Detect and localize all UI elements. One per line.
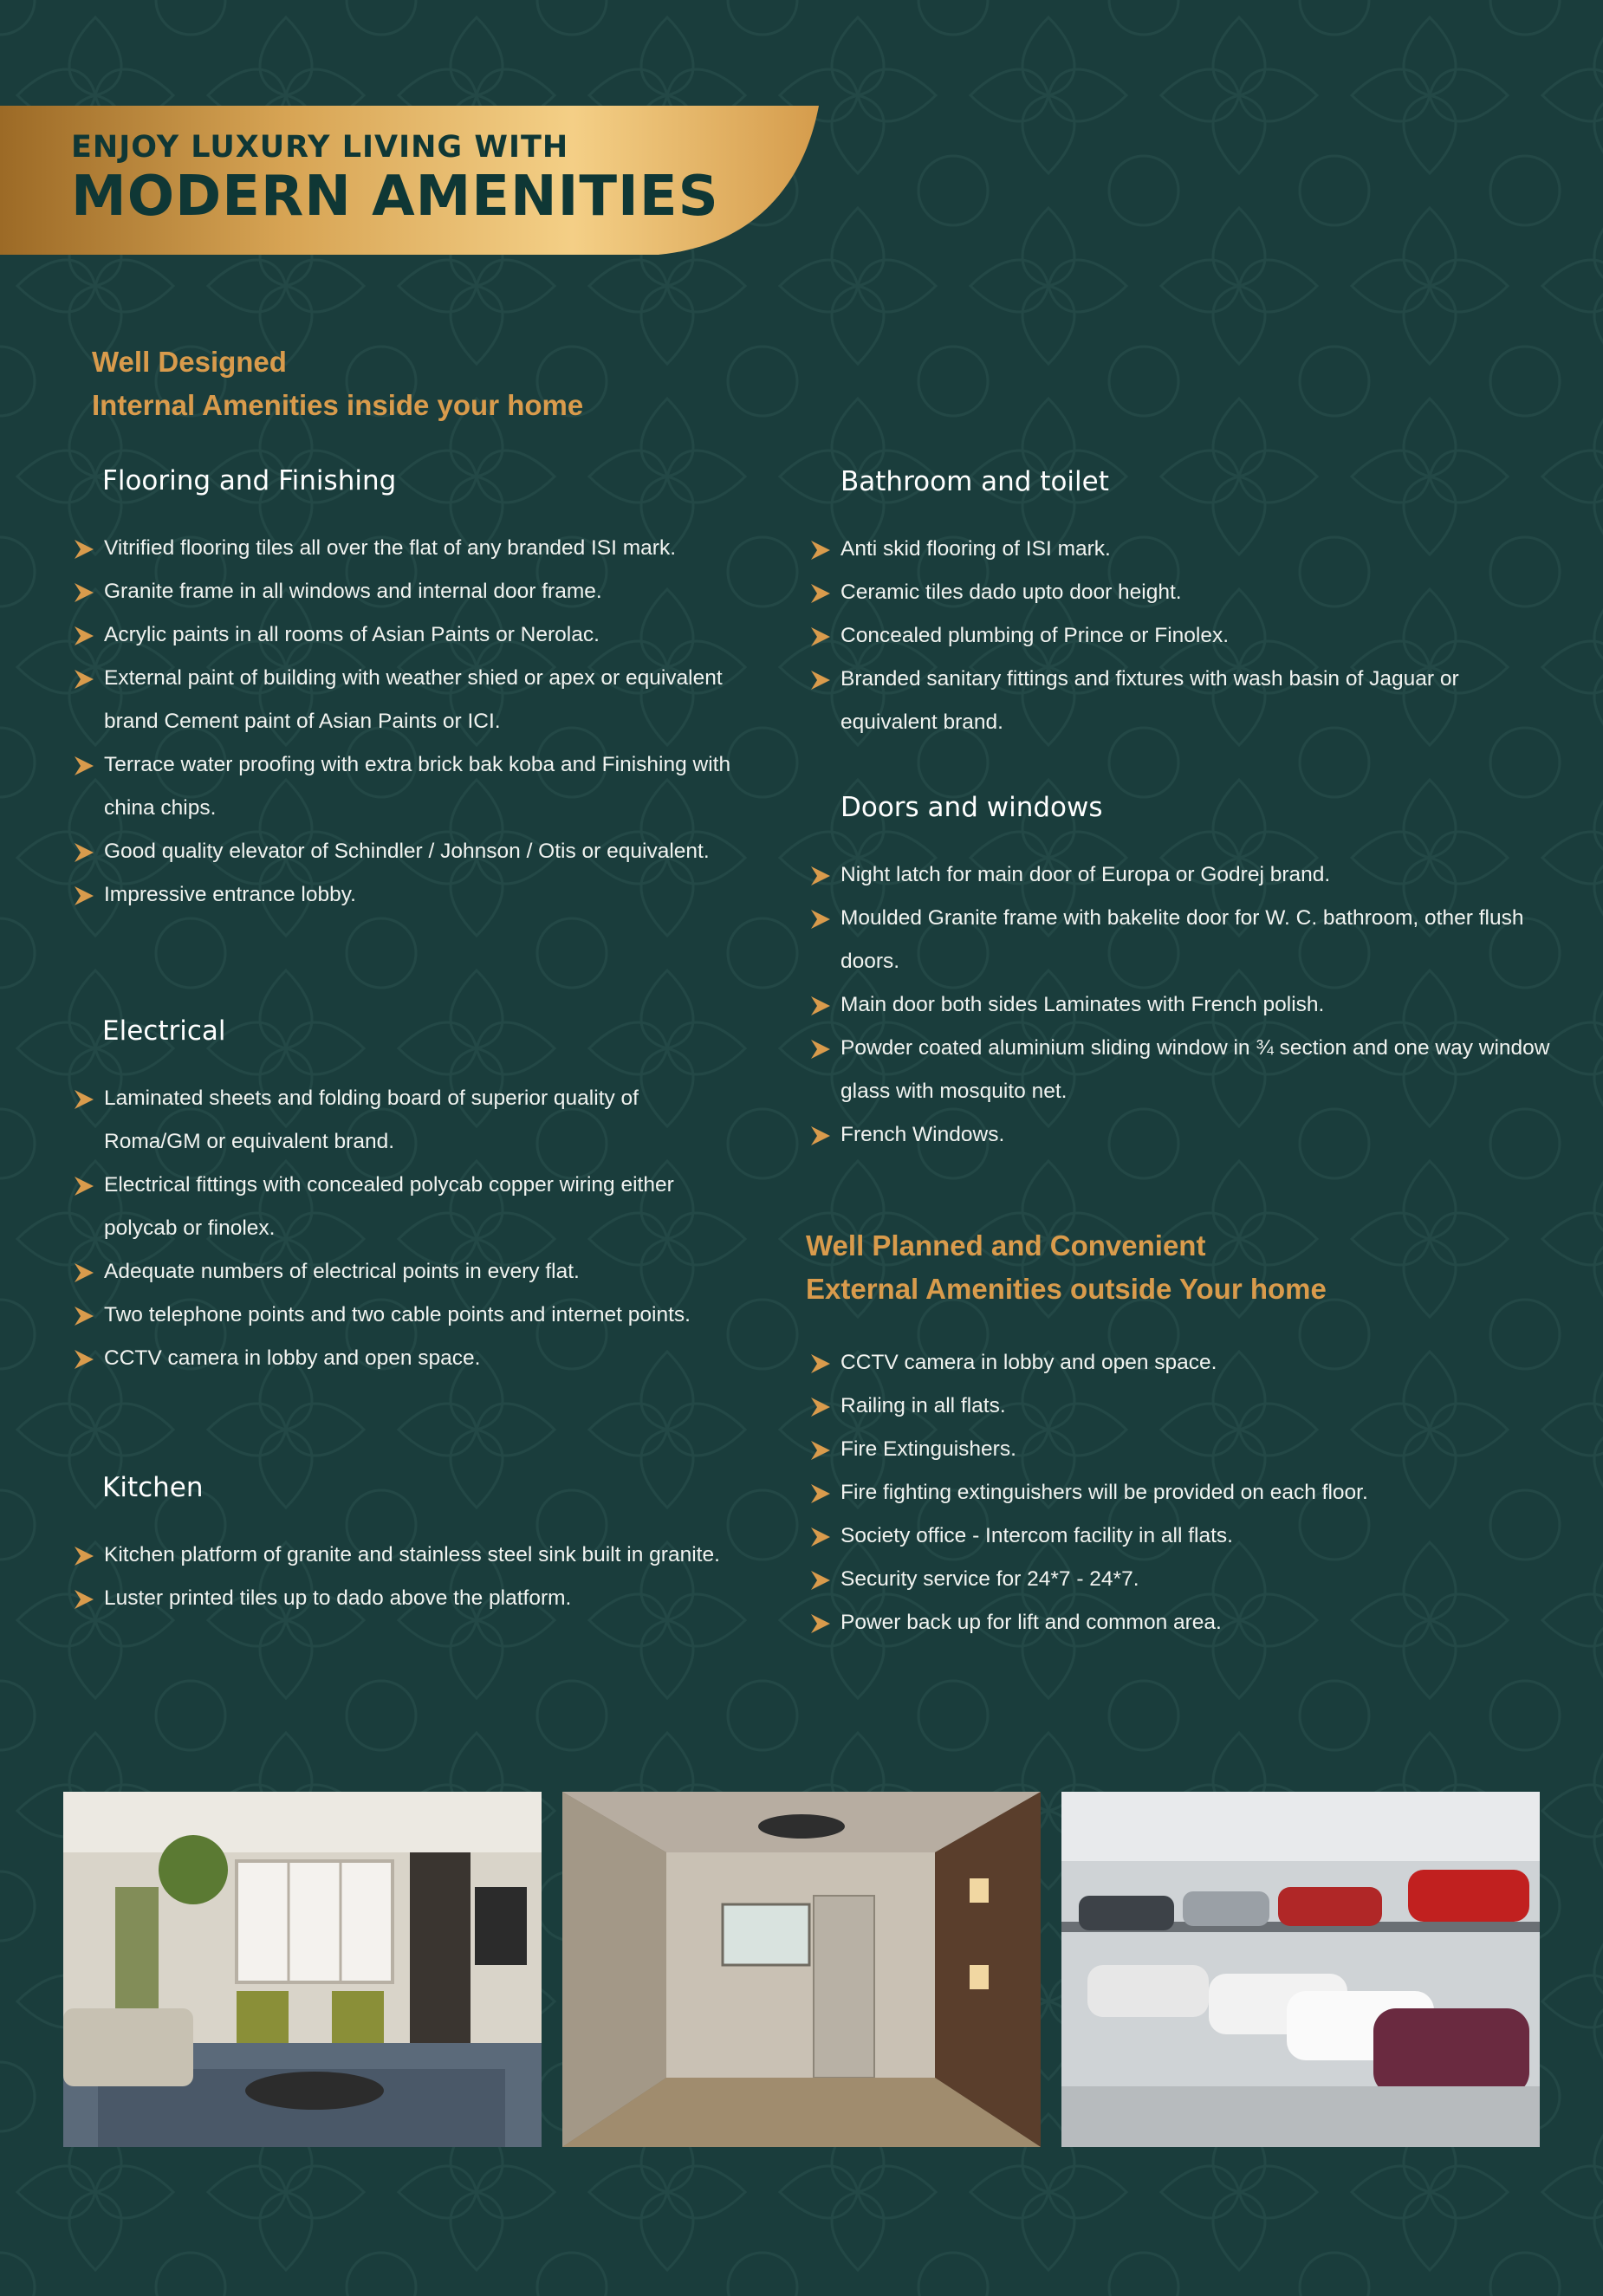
gold-arrow-bullet-icon [73, 1545, 95, 1567]
list-item [809, 1341, 1554, 1385]
list-item-text: Luster printed tiles up to dado above the platform. [104, 1586, 572, 1610]
bathroom-section-title: Bathroom and toilet [840, 466, 1109, 497]
gold-arrow-bullet-icon [809, 1352, 832, 1375]
list-item [73, 743, 731, 830]
flooring-list [73, 527, 731, 917]
list-item [73, 1577, 766, 1620]
list-item-text: Vitrified flooring tiles all over the flat of any branded ISI mark. [104, 536, 677, 560]
gold-arrow-bullet-icon [809, 908, 832, 931]
list-item-text: Power back up for lift and common area. [840, 1611, 1222, 1634]
gold-arrow-bullet-icon [73, 538, 95, 561]
list-item-text: Branded sanitary fittings and fixtures with wash basin of Jaguar or equivalent brand. [840, 667, 1459, 734]
gold-arrow-bullet-icon [809, 1439, 832, 1462]
electrical-list [73, 1077, 697, 1380]
list-item [809, 571, 1485, 614]
electrical-section-title: Electrical [102, 1015, 226, 1047]
doors-list [809, 853, 1554, 1157]
list-item [73, 1294, 697, 1337]
list-item-text: Fire fighting extinguishers will be provided on each floor. [840, 1481, 1368, 1504]
doors-section-title: Doors and windows [840, 792, 1103, 823]
internal-heading-line1: Well Designed [92, 346, 287, 378]
list-item-text: Ceramic tiles dado upto door height. [840, 580, 1182, 604]
list-item-text: Security service for 24*7 - 24*7. [840, 1567, 1139, 1591]
internal-amenities-heading [92, 341, 583, 427]
list-item [809, 1471, 1554, 1514]
list-item [73, 613, 731, 657]
banner-title: MODERN AMENITIES [71, 165, 719, 229]
gold-arrow-bullet-icon [809, 1125, 832, 1147]
list-item-text: Society office - Intercom facility in all flats. [840, 1524, 1233, 1547]
list-item-text: CCTV camera in lobby and open space. [840, 1351, 1217, 1374]
list-item [73, 1534, 766, 1577]
list-item-text: Anti skid flooring of ISI mark. [840, 537, 1111, 561]
list-item-text: Electrical fittings with concealed polycab copper wiring either polycab or finolex. [104, 1173, 674, 1240]
gold-arrow-bullet-icon [809, 582, 832, 605]
living-room-photo [63, 1792, 542, 2147]
list-item-text: Concealed plumbing of Prince or Finolex. [840, 624, 1230, 647]
list-item-text: Acrylic paints in all rooms of Asian Paints or Nerolac. [104, 623, 600, 646]
external-list [809, 1341, 1554, 1644]
list-item-text: Night latch for main door of Europa or Godrej brand. [840, 863, 1331, 886]
gold-arrow-bullet-icon [809, 1396, 832, 1418]
list-item-text: Railing in all flats. [840, 1394, 1006, 1417]
gold-arrow-bullet-icon [809, 1526, 832, 1548]
gold-arrow-bullet-icon [73, 885, 95, 907]
kitchen-section-title: Kitchen [102, 1472, 204, 1503]
list-item [809, 1601, 1554, 1644]
list-item-text: Powder coated aluminium sliding window in ¾ section and one way window glass with mosquito net. [840, 1036, 1550, 1103]
list-item [73, 657, 731, 743]
list-item [809, 614, 1485, 658]
list-item-text: Adequate numbers of electrical points in every flat. [104, 1260, 580, 1283]
gold-arrow-bullet-icon [73, 841, 95, 864]
list-item-text: Good quality elevator of Schindler / Johnson / Otis or equivalent. [104, 840, 710, 863]
list-item [73, 570, 731, 613]
gold-arrow-bullet-icon [809, 1612, 832, 1635]
list-item [809, 983, 1554, 1027]
external-heading-line1: Well Planned and Convenient [806, 1229, 1206, 1262]
list-item [809, 853, 1554, 897]
list-item-text: Moulded Granite frame with bakelite door for W. C. bathroom, other flush doors. [840, 906, 1524, 973]
list-item-text: Terrace water proofing with extra brick bak koba and Finishing with china chips. [104, 753, 731, 820]
list-item [809, 1558, 1554, 1601]
gold-arrow-bullet-icon [809, 1482, 832, 1505]
flooring-section-title: Flooring and Finishing [102, 465, 397, 496]
list-item [73, 1337, 697, 1380]
list-item [809, 528, 1485, 571]
gold-arrow-bullet-icon [73, 668, 95, 691]
gold-arrow-bullet-icon [809, 1569, 832, 1592]
kitchen-list [73, 1534, 766, 1620]
list-item-text: Laminated sheets and folding board of superior quality of Roma/GM or equivalent brand. [104, 1086, 639, 1153]
list-item-text: Kitchen platform of granite and stainless steel sink built in granite. [104, 1543, 720, 1566]
banner-subtitle: ENJOY LUXURY LIVING WITH [71, 130, 569, 165]
gold-arrow-bullet-icon [73, 755, 95, 777]
gold-arrow-bullet-icon [809, 995, 832, 1017]
list-item [73, 527, 731, 570]
gold-arrow-bullet-icon [73, 1175, 95, 1197]
gold-arrow-bullet-icon [809, 626, 832, 648]
gold-arrow-bullet-icon [809, 539, 832, 561]
list-item [73, 830, 731, 873]
list-item-text: CCTV camera in lobby and open space. [104, 1346, 481, 1370]
list-item-text: Fire Extinguishers. [840, 1437, 1016, 1461]
list-item-text: External paint of building with weather shied or apex or equivalent brand Cement paint of Asian Paints or ICI. [104, 666, 723, 733]
list-item-text: Main door both sides Laminates with French polish. [840, 993, 1325, 1016]
external-heading-line2: External Amenities outside Your home [806, 1273, 1327, 1305]
list-item [73, 1250, 697, 1294]
gold-arrow-bullet-icon [73, 1262, 95, 1284]
gold-arrow-bullet-icon [73, 1348, 95, 1371]
gold-arrow-bullet-icon [73, 1588, 95, 1611]
list-item [809, 1385, 1554, 1428]
gold-arrow-bullet-icon [73, 625, 95, 647]
gold-arrow-bullet-icon [809, 669, 832, 691]
list-item [73, 873, 731, 917]
list-item-text: French Windows. [840, 1123, 1005, 1146]
list-item [809, 1113, 1554, 1157]
list-item [809, 1514, 1554, 1558]
gold-arrow-bullet-icon [73, 1305, 95, 1327]
list-item [809, 1027, 1554, 1113]
list-item-text: Granite frame in all windows and internal door frame. [104, 580, 602, 603]
list-item [809, 658, 1485, 744]
internal-heading-line2: Internal Amenities inside your home [92, 389, 584, 421]
parking-photo [1061, 1792, 1540, 2147]
list-item [73, 1077, 697, 1164]
gold-arrow-bullet-icon [809, 865, 832, 887]
gold-arrow-bullet-icon [73, 1088, 95, 1111]
external-amenities-heading [806, 1224, 1327, 1311]
list-item [809, 897, 1554, 983]
bathroom-list [809, 528, 1485, 744]
lobby-photo [562, 1792, 1041, 2147]
list-item [809, 1428, 1554, 1471]
list-item [73, 1164, 697, 1250]
list-item-text: Two telephone points and two cable points and internet points. [104, 1303, 691, 1326]
list-item-text: Impressive entrance lobby. [104, 883, 356, 906]
gold-arrow-bullet-icon [73, 581, 95, 604]
gold-arrow-bullet-icon [809, 1038, 832, 1060]
